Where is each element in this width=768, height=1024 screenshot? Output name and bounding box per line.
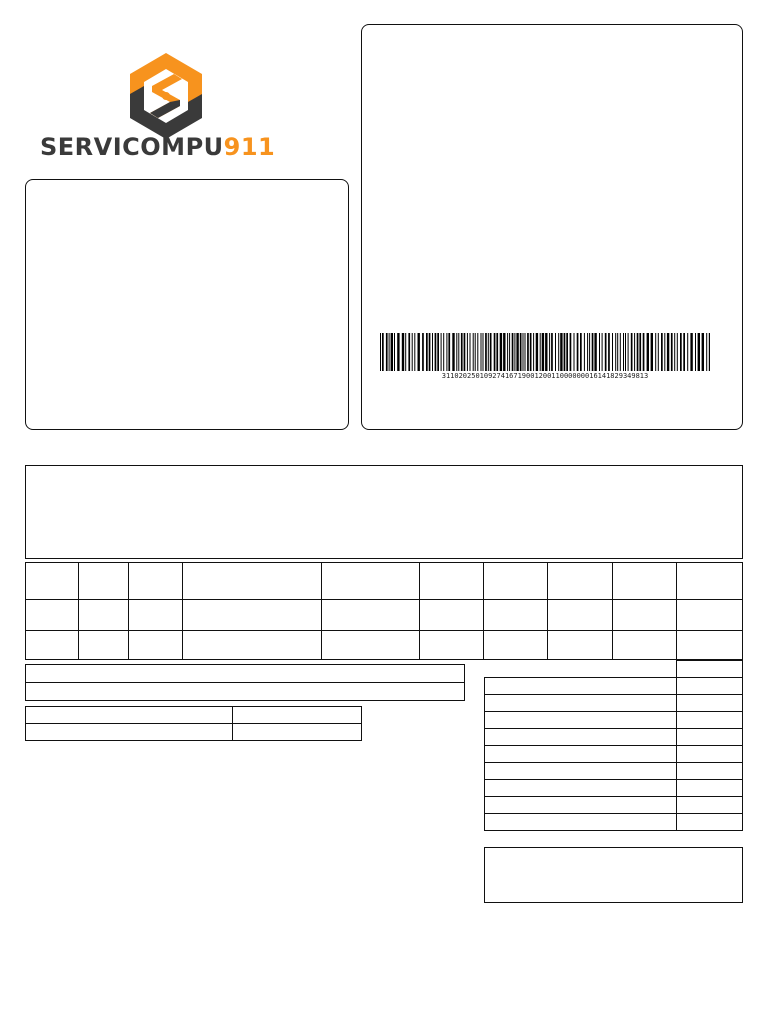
table-row	[485, 814, 743, 831]
barcode-bar	[380, 333, 381, 371]
table-cell	[26, 683, 465, 701]
barcode-bar	[671, 333, 673, 371]
barcode-bar	[702, 333, 704, 371]
barcode-bar	[481, 333, 482, 371]
totals-label-cell	[485, 695, 677, 712]
table-row	[485, 661, 743, 678]
authorization-barcode	[380, 333, 710, 373]
barcode-bar	[643, 333, 645, 371]
barcode-bar	[402, 333, 404, 371]
barcode-bar	[589, 333, 590, 371]
totals-label-cell	[485, 763, 677, 780]
barcode-bar	[683, 333, 685, 371]
table-cell	[129, 600, 182, 631]
items-header-cell	[129, 563, 182, 600]
items-header-cell	[322, 563, 419, 600]
barcode-number: 3110202501092741671900120011000000016141829349813	[441, 372, 649, 380]
company-logo-text	[40, 132, 300, 162]
barcode-bar	[555, 333, 556, 371]
table-row	[26, 631, 743, 660]
barcode-bar	[564, 333, 566, 371]
barcode-bar	[551, 333, 553, 371]
barcode-bar	[514, 333, 515, 371]
totals-value-cell	[676, 712, 742, 729]
table-row	[485, 678, 743, 695]
barcode-bar	[494, 333, 496, 371]
barcode-bar	[429, 333, 431, 371]
payment-method-table	[25, 706, 362, 741]
logo-brand-accent: 911	[223, 133, 276, 161]
barcode-bar	[408, 333, 410, 371]
table-cell	[676, 631, 742, 660]
barcode-bar	[509, 333, 510, 371]
barcode-bar	[664, 333, 665, 371]
barcode-bar	[594, 333, 596, 371]
barcode-bar	[520, 333, 522, 371]
table-cell	[26, 600, 79, 631]
totals-label-cell	[485, 797, 677, 814]
table-cell	[483, 600, 547, 631]
table-row	[26, 665, 465, 683]
barcode-bar	[680, 333, 682, 371]
barcode-bar	[560, 333, 562, 371]
barcode-bar	[620, 333, 621, 371]
totals-label-cell	[485, 746, 677, 763]
logo-brand-dark: SERVICOMPU	[40, 133, 224, 161]
barcode-bar	[592, 333, 594, 371]
barcode-bar	[623, 333, 624, 371]
items-header-cell	[547, 563, 612, 600]
table-cell	[79, 600, 129, 631]
table-row	[485, 746, 743, 763]
totals-value-cell	[676, 746, 742, 763]
barcode-bar	[542, 333, 544, 371]
table-row	[485, 780, 743, 797]
table-cell	[233, 707, 362, 724]
items-header-cell	[419, 563, 483, 600]
table-cell	[547, 600, 612, 631]
barcode-bar	[577, 333, 579, 371]
items-header-cell	[676, 563, 742, 600]
barcode-bar	[655, 333, 656, 371]
barcode-bar	[530, 333, 532, 371]
totals-value-cell	[676, 797, 742, 814]
table-row	[485, 695, 743, 712]
barcode-bar	[464, 333, 466, 371]
barcode-bar	[637, 333, 639, 371]
client-info-box	[25, 465, 743, 559]
table-cell	[612, 631, 676, 660]
barcode-bar	[488, 333, 489, 371]
barcode-bar	[674, 333, 675, 371]
totals-value-cell	[676, 763, 742, 780]
table-cell	[233, 724, 362, 741]
table-row	[26, 724, 362, 741]
barcode-bar	[545, 333, 547, 371]
barcode-bar	[651, 333, 653, 371]
table-cell	[26, 707, 233, 724]
barcode-bar	[549, 333, 550, 371]
table-cell	[26, 665, 465, 683]
barcode-bar	[647, 333, 649, 371]
barcode-bar	[456, 333, 457, 371]
barcode-bar	[605, 333, 607, 371]
barcode-bar	[458, 333, 459, 371]
totals-value-cell	[676, 678, 742, 695]
barcode-bar	[422, 333, 424, 371]
barcode-bar	[612, 333, 613, 371]
barcode-bar	[470, 333, 471, 371]
table-row	[485, 797, 743, 814]
table-row	[26, 683, 465, 701]
barcode-bar	[527, 333, 529, 371]
barcode-bar	[617, 333, 618, 371]
table-cell	[547, 631, 612, 660]
totals-table	[484, 660, 743, 831]
barcode-bar	[503, 333, 505, 371]
barcode-bar	[615, 333, 616, 371]
totals-value-cell	[676, 661, 742, 678]
barcode-bar	[695, 333, 696, 371]
table-cell	[483, 631, 547, 660]
table-cell	[129, 631, 182, 660]
barcode-bar	[533, 333, 534, 371]
barcode-bar	[536, 333, 538, 371]
barcode-bar	[558, 333, 559, 371]
barcode-bar	[475, 333, 476, 371]
barcode-bar	[437, 333, 439, 371]
totals-label-cell	[485, 661, 677, 678]
barcode-bar	[658, 333, 659, 371]
table-cell	[182, 600, 322, 631]
barcode-bar	[397, 333, 399, 371]
barcode-bar	[432, 333, 433, 371]
table-cell	[322, 600, 419, 631]
totals-value-cell	[676, 695, 742, 712]
barcode-bar	[599, 333, 600, 371]
table-cell	[419, 600, 483, 631]
barcode-bar	[709, 333, 710, 371]
items-header-cell	[79, 563, 129, 600]
barcode-bar	[634, 333, 635, 371]
totals-label-cell	[485, 814, 677, 831]
items-header-cell	[182, 563, 322, 600]
barcode-bar	[628, 333, 629, 371]
barcode-bar	[394, 333, 395, 371]
table-row	[485, 712, 743, 729]
totals-value-cell	[676, 729, 742, 746]
table-row	[26, 707, 362, 724]
barcode-bar	[507, 333, 508, 371]
table-cell	[182, 631, 322, 660]
totals-label-cell	[485, 712, 677, 729]
barcode-bar	[639, 333, 641, 371]
barcode-bar	[412, 333, 413, 371]
barcode-bar	[500, 333, 502, 371]
barcode-bar	[706, 333, 707, 371]
barcode-bar	[523, 333, 524, 371]
table-cell	[26, 724, 233, 741]
table-row	[485, 729, 743, 746]
barcode-bar	[525, 333, 526, 371]
totals-value-cell	[676, 814, 742, 831]
barcode-bar	[574, 333, 575, 371]
table-cell	[676, 600, 742, 631]
barcode-bar	[405, 333, 406, 371]
barcode-bar	[625, 333, 626, 371]
barcode-bar	[602, 333, 603, 371]
barcode-bar	[587, 333, 588, 371]
barcode-bar	[446, 333, 447, 371]
barcode-bar	[391, 333, 393, 371]
items-header-row	[26, 563, 743, 600]
table-cell	[612, 600, 676, 631]
barcode-bar	[485, 333, 487, 371]
table-cell	[419, 631, 483, 660]
barcode-bar	[570, 333, 572, 371]
barcode-bar	[443, 333, 444, 371]
barcode-bar	[584, 333, 585, 371]
barcode-bar	[483, 333, 484, 371]
totals-label-cell	[485, 729, 677, 746]
barcode-bar	[435, 333, 437, 371]
barcode-bar	[452, 333, 454, 371]
barcode-bar	[661, 333, 663, 371]
barcode-bar	[580, 333, 582, 371]
value-total-box	[484, 847, 743, 903]
barcode-bar	[389, 333, 390, 371]
table-cell	[26, 631, 79, 660]
issuer-info-box	[25, 179, 349, 430]
barcode-bar	[608, 333, 610, 371]
barcode-bar	[441, 333, 442, 371]
barcode-bar	[677, 333, 678, 371]
items-header-cell	[612, 563, 676, 600]
table-row	[485, 763, 743, 780]
barcode-bar	[512, 333, 514, 371]
barcode-bar	[461, 333, 463, 371]
barcode-bar	[477, 333, 478, 371]
barcode-bar	[631, 333, 633, 371]
totals-value-cell	[676, 780, 742, 797]
items-header-cell	[483, 563, 547, 600]
barcode-bar	[418, 333, 420, 371]
items-header-cell	[26, 563, 79, 600]
barcode-bar	[490, 333, 492, 371]
barcode-bar	[382, 333, 384, 371]
barcode-bar	[473, 333, 474, 371]
table-row	[26, 600, 743, 631]
barcode-bar	[667, 333, 669, 371]
barcode-bar	[496, 333, 498, 371]
barcode-bar	[467, 333, 468, 371]
barcode-bar	[448, 333, 450, 371]
additional-info-table	[25, 664, 465, 701]
table-cell	[79, 631, 129, 660]
barcode-bar	[516, 333, 518, 371]
barcode-bar	[698, 333, 700, 371]
barcode-bar	[414, 333, 415, 371]
barcode-bar	[540, 333, 541, 371]
barcode-bar	[690, 333, 692, 371]
totals-label-cell	[485, 678, 677, 695]
table-cell	[322, 631, 419, 660]
barcode-bar	[687, 333, 688, 371]
items-table	[25, 562, 743, 660]
totals-label-cell	[485, 780, 677, 797]
barcode-bar	[566, 333, 568, 371]
barcode-bar	[426, 333, 428, 371]
barcode-bar	[386, 333, 388, 371]
